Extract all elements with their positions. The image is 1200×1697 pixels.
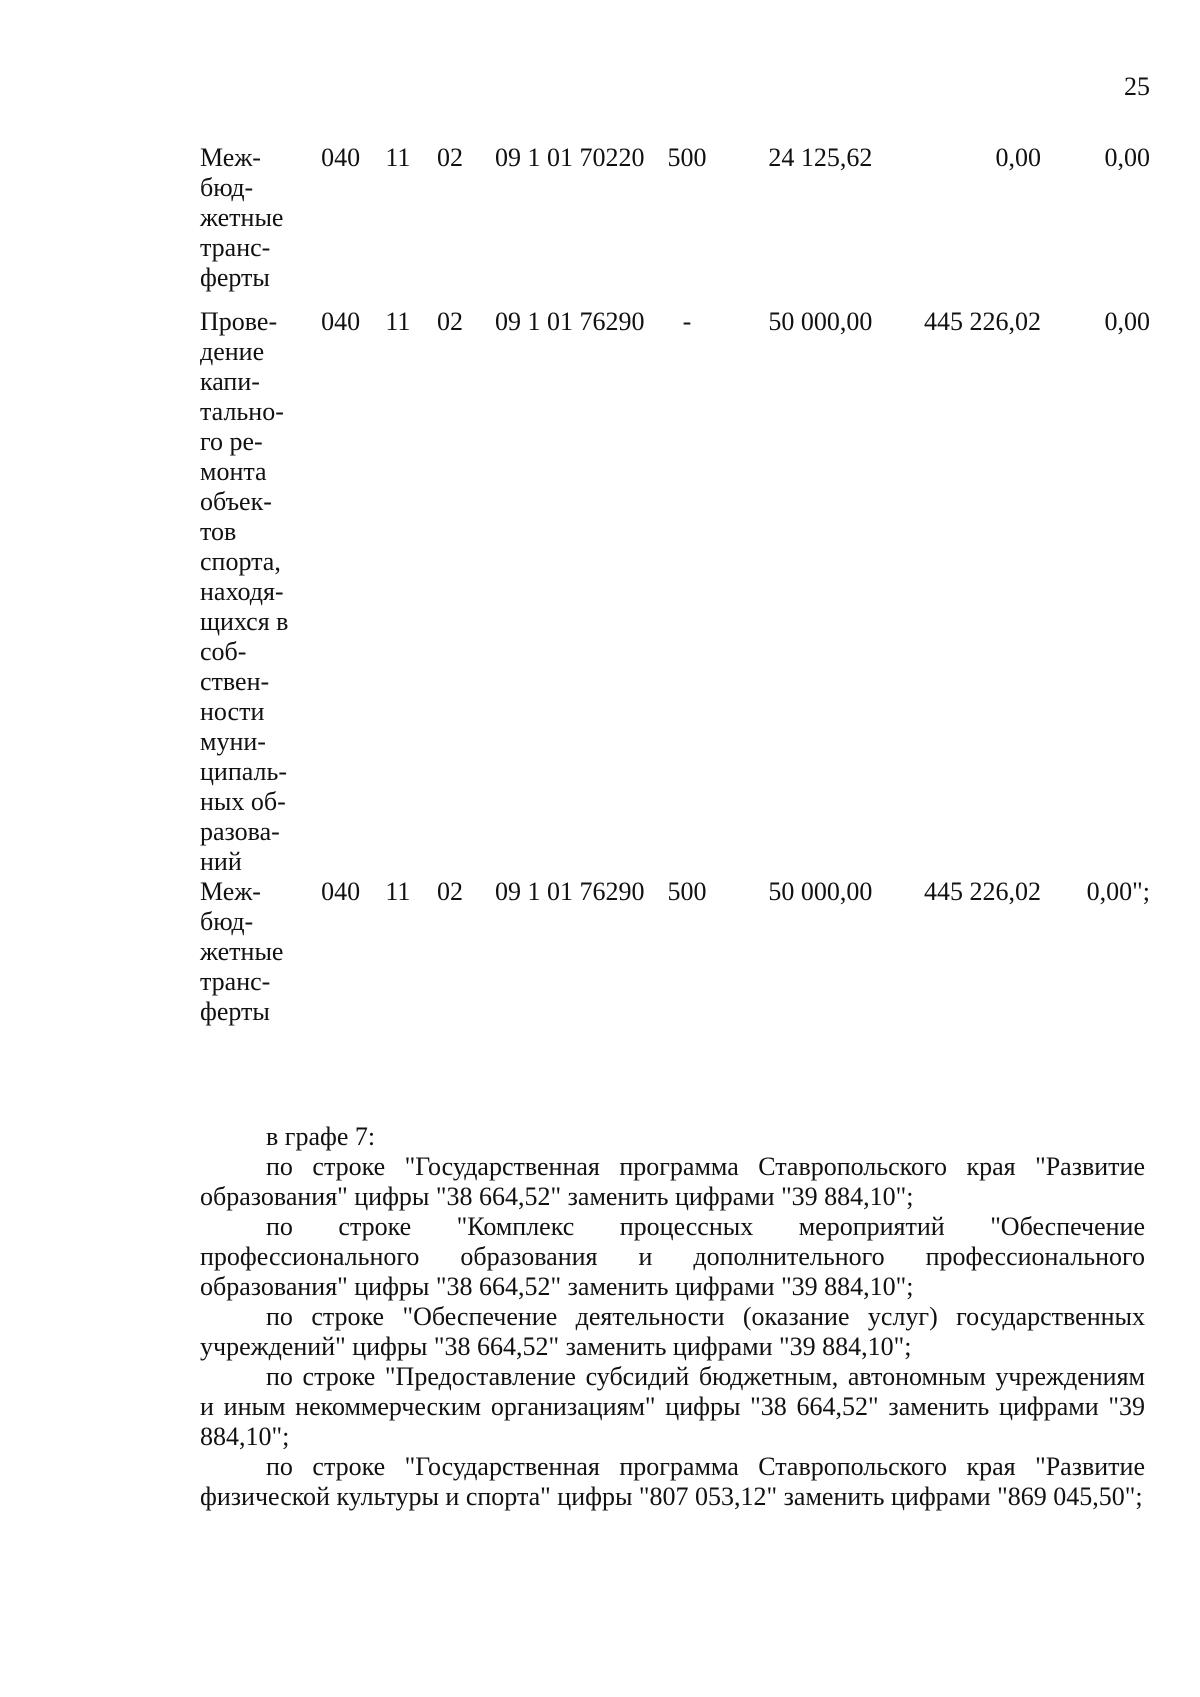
row-name: Меж- бюд- жетные транс- ферты [200, 877, 284, 1026]
row-sum-1: 24 125,62 [768, 143, 873, 172]
table-row [200, 877, 1150, 1027]
row-name: Меж- бюд- жетные транс- ферты [200, 143, 284, 292]
row-rz: 11 [385, 307, 411, 336]
row-vr: 500 [667, 143, 707, 172]
row-csr: 09 1 01 76290 [495, 307, 645, 336]
row-sum-2: 445 226,02 [923, 307, 1041, 336]
amendment-paragraph: по строке "Государственная программа Ставропольского края "Развитие образования" цифры "38 664,52" заменить цифрами "39 884,10"; [200, 1152, 1145, 1211]
row-vr: 500 [667, 877, 707, 906]
row-sum-2: 0,00 [995, 143, 1041, 172]
row-sum-3: 0,00"; [1086, 877, 1150, 906]
row-sum-1: 50 000,00 [768, 877, 873, 906]
amendment-paragraph: по строке "Обеспечение деятельности (оказание услуг) государственных учреждений" цифры "38 664,52" заменить цифрами "39 884,10"; [200, 1302, 1145, 1361]
amendment-text [200, 1122, 1145, 1512]
row-sum-2: 445 226,02 [923, 877, 1041, 906]
row-rz: 11 [385, 143, 411, 172]
amendment-paragraph: по строке "Комплекс процессных мероприятий "Обеспечение профессионального образования и дополнительного профессионального образования" цифры "38 664,52" заменить цифрами "39 884,10"; [200, 1212, 1145, 1301]
row-csr: 09 1 01 76290 [495, 877, 645, 906]
row-pr: 02 [436, 143, 463, 172]
amendment-paragraph: по строке "Государственная программа Ставропольского края "Развитие физической культуры и спорта" цифры "807 053,12" заменить цифрами "869 045,50"; [200, 1452, 1145, 1511]
amendment-paragraph: по строке "Предоставление субсидий бюджетным, автономным учреждениям и иным некоммерческим организациям" цифры "38 664,52" заменить цифрами "39 884,10"; [200, 1362, 1145, 1451]
row-pr: 02 [436, 877, 463, 906]
column-heading: в графе 7: [266, 1122, 376, 1151]
row-csr: 09 1 01 70220 [495, 143, 645, 172]
row-rz: 11 [385, 877, 411, 906]
row-sum-3: 0,00 [1104, 307, 1150, 336]
row-glava: 040 [321, 307, 361, 336]
row-sum-3: 0,00 [1104, 143, 1150, 172]
row-glava: 040 [321, 143, 361, 172]
row-name: Прове- дение капи- тально- го ре- монта объек- тов спорта, находя- щихся в соб- ствен- ности муни- ципаль- ных об- разова- ний [200, 307, 289, 876]
budget-table [200, 143, 1150, 1027]
page-number: 25 [1124, 72, 1150, 101]
table-row [200, 307, 1150, 877]
row-pr: 02 [436, 307, 463, 336]
row-vr: - [682, 307, 692, 336]
row-sum-1: 50 000,00 [768, 307, 873, 336]
table-row [200, 143, 1150, 307]
row-glava: 040 [321, 877, 361, 906]
